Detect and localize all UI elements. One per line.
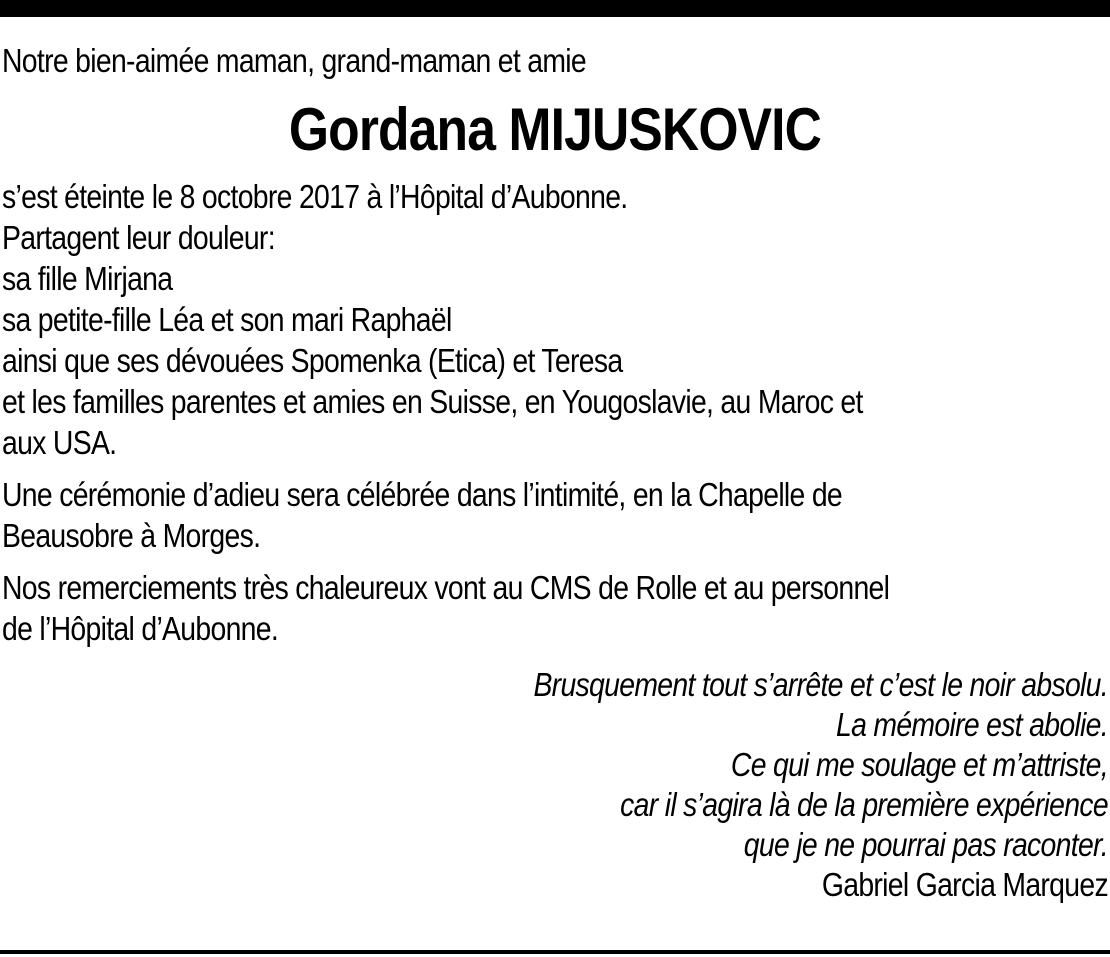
quote-line: Ce qui me soulage et m’attriste,	[730, 746, 1108, 783]
families-line: aux USA.	[2, 424, 117, 461]
top-border-rule	[0, 0, 1110, 17]
grief-heading: Partagent leur douleur:	[2, 219, 275, 256]
thanks-line: Nos remerciements très chaleureux vont au CMS de Rolle et au personnel	[2, 569, 890, 606]
quote-line: La mémoire est abolie.	[835, 706, 1108, 743]
notice-body	[2, 40, 1108, 905]
intro-line: Notre bien-aimée maman, grand-maman et amie	[2, 42, 587, 79]
quote-line: Brusquement tout s’arrête et c’est le noir absolu.	[533, 666, 1108, 703]
quote-line: que je ne pourrai pas raconter.	[743, 826, 1108, 863]
thanks-line: de l’Hôpital d’Aubonne.	[2, 610, 279, 647]
families-line: et les familles parentes et amies en Suisse, en Yougoslavie, au Maroc et	[2, 383, 863, 420]
ceremony-paragraph	[2, 474, 1108, 556]
thanks-paragraph	[2, 567, 1108, 649]
quote-author: Gabriel Garcia Marquez	[821, 866, 1108, 903]
closing-quote	[2, 665, 1108, 905]
ceremony-line: Une cérémonie d’adieu sera célébrée dans l’intimité, en la Chapelle de	[2, 476, 843, 513]
mourner-line: sa fille Mirjana	[2, 260, 173, 297]
death-line: s’est éteinte le 8 octobre 2017 à l’Hôpital d’Aubonne.	[2, 178, 628, 215]
mourner-line: sa petite-fille Léa et son mari Raphaël	[2, 301, 452, 338]
deceased-name: Gordana MIJUSKOVIC	[288, 96, 822, 163]
announcement-paragraph	[2, 176, 1108, 463]
bottom-border-rule	[0, 950, 1110, 954]
mourner-line: ainsi que ses dévouées Spomenka (Etica) et Teresa	[2, 342, 623, 379]
quote-line: car il s’agira là de la première expérience	[620, 786, 1108, 823]
ceremony-line: Beausobre à Morges.	[2, 517, 261, 554]
